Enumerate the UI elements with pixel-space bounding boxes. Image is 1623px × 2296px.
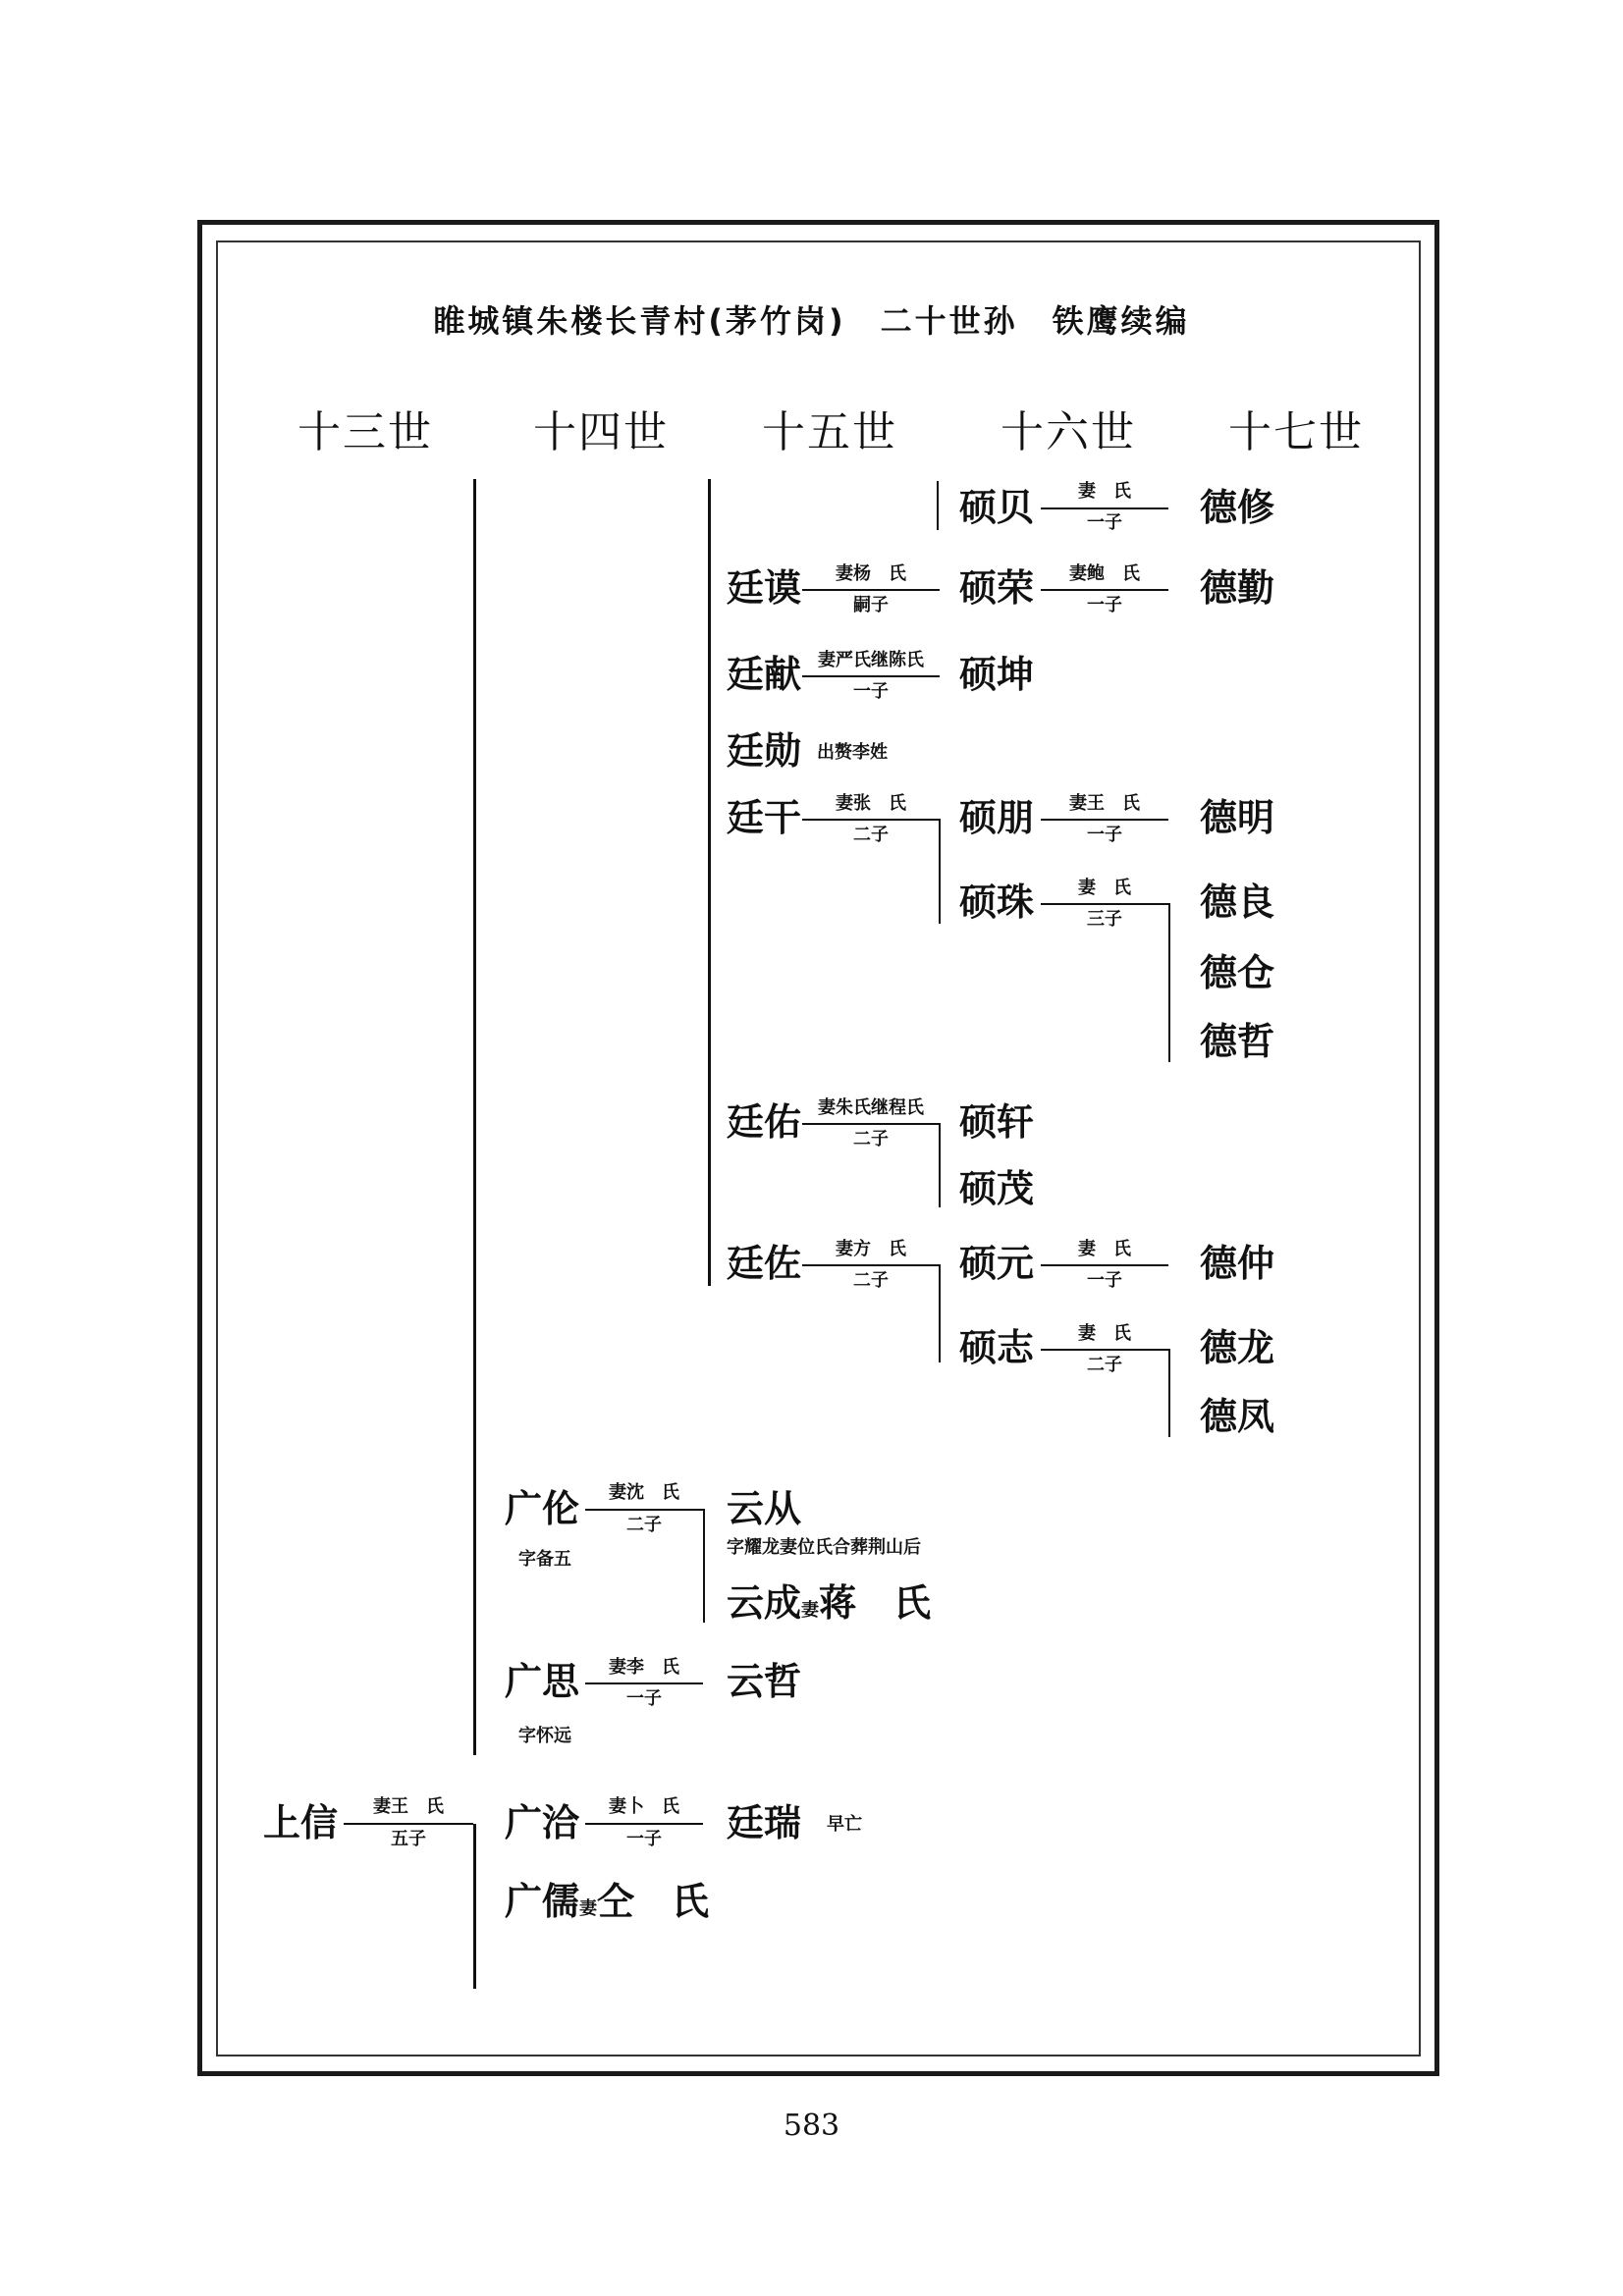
generation-17-heading: 十七世 bbox=[1228, 407, 1364, 457]
person-tingxun: 廷勋 bbox=[727, 729, 802, 773]
marriage-line bbox=[1041, 507, 1168, 509]
person-deming: 德明 bbox=[1200, 796, 1275, 839]
person-tingrui: 廷瑞 bbox=[727, 1801, 802, 1844]
marriage-line bbox=[1041, 1264, 1168, 1266]
sons-note: 二子 bbox=[853, 1270, 889, 1291]
wife-note: 妻张 氏 bbox=[836, 793, 906, 814]
sons-note: 嗣子 bbox=[853, 595, 889, 615]
person-delong: 德龙 bbox=[1200, 1326, 1275, 1369]
person-dezhong: 德仲 bbox=[1200, 1242, 1275, 1285]
wife-note: 妻卜 氏 bbox=[609, 1796, 679, 1817]
person-tingzuo: 廷佐 bbox=[727, 1242, 802, 1285]
sons-note: 一子 bbox=[626, 1688, 662, 1709]
sons-note: 一子 bbox=[1087, 1270, 1122, 1291]
sons-note: 一子 bbox=[1087, 512, 1122, 533]
person-guangsi: 广思 bbox=[505, 1660, 580, 1703]
trunk-line-gen14 bbox=[473, 479, 476, 1755]
person-tingmo: 廷谟 bbox=[727, 566, 802, 610]
marriage-line bbox=[585, 1823, 703, 1825]
marriage-line bbox=[802, 1264, 940, 1266]
marriage-line bbox=[585, 1682, 703, 1684]
person-tingxian: 廷献 bbox=[727, 653, 802, 696]
branch-line bbox=[939, 1264, 941, 1362]
person-shuokun: 硕坤 bbox=[959, 653, 1035, 696]
person-yuncheng: 云成妻蒋 氏 bbox=[727, 1581, 932, 1625]
sons-note: 五子 bbox=[391, 1829, 426, 1849]
person-shuoxuan: 硕轩 bbox=[959, 1100, 1035, 1144]
person-guangru: 广儒妻仝 氏 bbox=[505, 1880, 710, 1923]
generation-16-heading: 十六世 bbox=[1001, 407, 1136, 457]
sons-note: 二子 bbox=[853, 825, 889, 845]
branch-line bbox=[703, 1509, 705, 1623]
sons-note: 一子 bbox=[1087, 825, 1122, 845]
generation-14-heading: 十四世 bbox=[533, 407, 669, 457]
wife-note: 妻 氏 bbox=[1078, 1239, 1131, 1259]
branch-line bbox=[1168, 1349, 1170, 1437]
marriage-line bbox=[1041, 1349, 1168, 1351]
sons-note: 二子 bbox=[1087, 1355, 1122, 1375]
person-shuoyuan: 硕元 bbox=[959, 1242, 1035, 1285]
person-shuozhu: 硕珠 bbox=[959, 881, 1035, 924]
marriage-line bbox=[344, 1823, 473, 1825]
person-dexiu: 德修 bbox=[1200, 486, 1275, 529]
generation-13-heading: 十三世 bbox=[298, 407, 433, 457]
person-yuncong: 云从 bbox=[727, 1487, 802, 1530]
marriage-line bbox=[802, 589, 940, 591]
marriage-line bbox=[1041, 819, 1168, 821]
person-yunzhe: 云哲 bbox=[727, 1660, 802, 1703]
person-shangxin: 上信 bbox=[263, 1801, 339, 1844]
sons-note: 一子 bbox=[853, 681, 889, 702]
person-deliang: 德良 bbox=[1200, 881, 1275, 924]
wife-note: 妻 氏 bbox=[1078, 481, 1131, 502]
sons-note: 三子 bbox=[1087, 909, 1122, 930]
branch-line bbox=[939, 819, 941, 924]
wife-note: 妻严氏继陈氏 bbox=[818, 650, 924, 670]
person-note: 字耀龙妻位氏合葬荆山后 bbox=[727, 1537, 921, 1558]
wife-note: 妻王 氏 bbox=[1069, 793, 1140, 814]
marriage-line bbox=[802, 1123, 940, 1125]
person-guanglun: 广伦 bbox=[505, 1487, 580, 1530]
person-decang: 德仓 bbox=[1200, 951, 1275, 994]
trunk-line-gen15 bbox=[708, 479, 711, 1286]
sons-note: 二子 bbox=[853, 1129, 889, 1149]
branch-line bbox=[937, 481, 939, 530]
marriage-line bbox=[802, 675, 940, 677]
branch-line bbox=[939, 1123, 941, 1207]
courtesy-name: 字怀远 bbox=[518, 1726, 571, 1746]
person-note: 出赘李姓 bbox=[817, 742, 888, 763]
person-guangqia: 广洽 bbox=[505, 1801, 580, 1844]
wife-note: 妻朱氏继程氏 bbox=[818, 1097, 924, 1118]
sons-note: 二子 bbox=[626, 1515, 662, 1535]
marriage-line bbox=[1041, 903, 1168, 905]
wife-note: 妻李 氏 bbox=[609, 1657, 679, 1678]
person-deqin: 德勤 bbox=[1200, 566, 1275, 610]
person-dezhe: 德哲 bbox=[1200, 1020, 1275, 1063]
trunk-line-shangxin bbox=[473, 1824, 476, 1989]
person-tingyou: 廷佑 bbox=[727, 1100, 802, 1144]
person-defeng: 德凤 bbox=[1200, 1395, 1275, 1438]
wife-note: 妻沈 氏 bbox=[609, 1482, 679, 1503]
marriage-line bbox=[1041, 589, 1168, 591]
page-number: 583 bbox=[783, 2109, 840, 2143]
person-shuomao: 硕茂 bbox=[959, 1167, 1035, 1210]
sons-note: 一子 bbox=[1087, 595, 1122, 615]
person-shuopeng: 硕朋 bbox=[959, 796, 1035, 839]
person-shuobei: 硕贝 bbox=[959, 486, 1035, 529]
wife-note: 妻 氏 bbox=[1078, 878, 1131, 898]
wife-note: 妻鲍 氏 bbox=[1069, 563, 1140, 584]
wife-note: 妻方 氏 bbox=[836, 1239, 906, 1259]
person-tinggan: 廷干 bbox=[727, 796, 802, 839]
page-header: 睢城镇朱楼长青村(茅竹岗) 二十世孙 铁鹰续编 bbox=[433, 302, 1190, 340]
person-shuozhi: 硕志 bbox=[959, 1326, 1035, 1369]
courtesy-name: 字备五 bbox=[518, 1549, 571, 1570]
generation-15-heading: 十五世 bbox=[762, 407, 897, 457]
marriage-line bbox=[585, 1509, 703, 1511]
person-shuorong: 硕荣 bbox=[959, 566, 1035, 610]
sons-note: 一子 bbox=[626, 1829, 662, 1849]
wife-note: 妻 氏 bbox=[1078, 1323, 1131, 1344]
person-note: 早亡 bbox=[827, 1814, 862, 1835]
branch-line bbox=[1168, 903, 1170, 1062]
marriage-line bbox=[802, 819, 940, 821]
wife-note: 妻杨 氏 bbox=[836, 563, 906, 584]
wife-note: 妻王 氏 bbox=[373, 1796, 444, 1817]
